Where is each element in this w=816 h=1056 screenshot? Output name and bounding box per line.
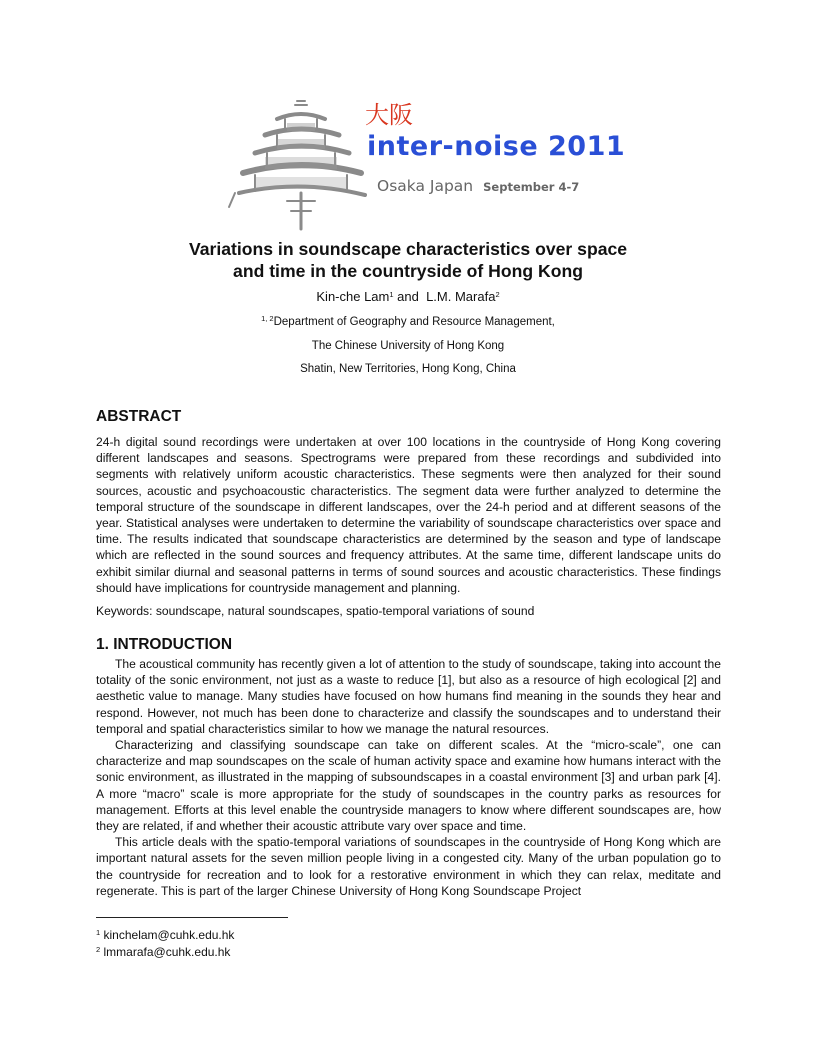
title-line-1: Variations in soundscape characteristics over space	[188, 239, 628, 259]
footnote-2-mark: 2	[96, 945, 101, 954]
conference-name: inter-noise 2011	[367, 131, 626, 162]
author-1: Kin-che Lam	[316, 289, 390, 304]
keywords: Keywords: soundscape, natural soundscapes, spatio-temporal variations of sound	[96, 604, 535, 618]
author-line	[0, 289, 816, 304]
abstract-heading: ABSTRACT	[96, 408, 182, 425]
footnote-1-email[interactable]: kinchelam@cuhk.edu.hk	[103, 928, 235, 942]
footnote-rule	[96, 917, 288, 918]
conference-logo	[225, 95, 626, 235]
author-1-footnote-mark: 1	[389, 290, 394, 299]
footnote-2-email[interactable]: lmmarafa@cuhk.edu.hk	[103, 945, 231, 959]
affiliation-address: Shatin, New Territories, Hong Kong, China	[300, 363, 516, 375]
conference-location-line	[377, 177, 579, 195]
abstract-body: 24-h digital sound recordings were undertaken at over 100 locations in the countryside of Hong Kong covering different landscapes and seasons. Spectrograms were prepared from these recordings and subdivided into segments with relatively uniform acoustic characteristics. These segments were then analyzed for their sound sources, acoustic and psychoacoustic characteristics. The segment data were further analyzed to determine the temporal structure of the soundscape in different landscapes, over the 24-h period and at different seasons of the year. Statistical analyses were undertaken to determine the variability of soundscape characteristics over space and time. The results indicated that soundscape characteristics are determined by the season and type of landscape which are reflected in the sound sources and frequency attributes. At the same time, different landscape units do exhibit similar diurnal and seasonal patterns in terms of sound sources and acoustic characteristics. These findings should have implications for countryside management and planning.	[96, 435, 721, 595]
introduction-body	[96, 656, 721, 899]
affiliation-marks: 1, 2	[261, 314, 274, 323]
affiliation-department	[0, 316, 816, 328]
affiliation-dept-text: Department of Geography and Resource Management,	[273, 316, 555, 328]
paper-title	[100, 238, 716, 282]
intro-paragraph-2: Characterizing and classifying soundscape can take on different scales. At the “micro-scale”, one can characterize and map soundscapes on the scale of human activity space and examine how humans interact with the sonic environment, as illustrated in the mapping of subsoundscapes in a coastal environment [3] and urban park [4]. A more “macro” scale is more appropriate for the study of soundscapes in the country parks as resources for management. Efforts at this level enable the countryside managers to know where different soundscapes are, how they are related, if and whether their acoustic attribute vary over space and time.	[96, 738, 721, 834]
author-separator: and	[393, 289, 427, 304]
author-2-footnote-mark: 2	[495, 290, 500, 299]
footnote-1-mark: 1	[96, 928, 101, 937]
conference-location: Osaka Japan	[377, 177, 474, 195]
author-2: L.M. Marafa	[426, 289, 496, 304]
footnote-2	[96, 945, 230, 959]
conference-dates: September 4-7	[483, 180, 580, 194]
castle-logo-icon	[225, 95, 375, 235]
osaka-kanji-logo	[365, 97, 417, 131]
kanji-text: 大阪	[365, 101, 413, 129]
affiliation-university: The Chinese University of Hong Kong	[311, 340, 505, 352]
title-line-2: and time in the countryside of Hong Kong	[233, 261, 583, 281]
intro-paragraph-1: The acoustical community has recently given a lot of attention to the study of soundscape, taking into account the totality of the sonic environment, not just as a waste to reduce [1], but also as a resource of high ecological [2] and aesthetic value to manage. Many studies have focused on how humans find meaning in the sounds they hear and respond. However, not much has been done to characterize and classify the soundscapes and to understand their temporal and spatial characteristics similar to how we manage the natural resources.	[96, 657, 721, 736]
introduction-heading: 1. INTRODUCTION	[96, 636, 233, 653]
intro-paragraph-3: This article deals with the spatio-temporal variations of soundscapes in the countryside of Hong Kong which are important natural assets for the seven million people living in a congested city. Many of the urban population go to the countryside for recreation and to look for a restorative environment in which they can relax, meditate and regenerate. This is part of the larger Chinese University of Hong Kong Soundscape Project	[96, 835, 721, 898]
footnote-1	[96, 928, 234, 942]
